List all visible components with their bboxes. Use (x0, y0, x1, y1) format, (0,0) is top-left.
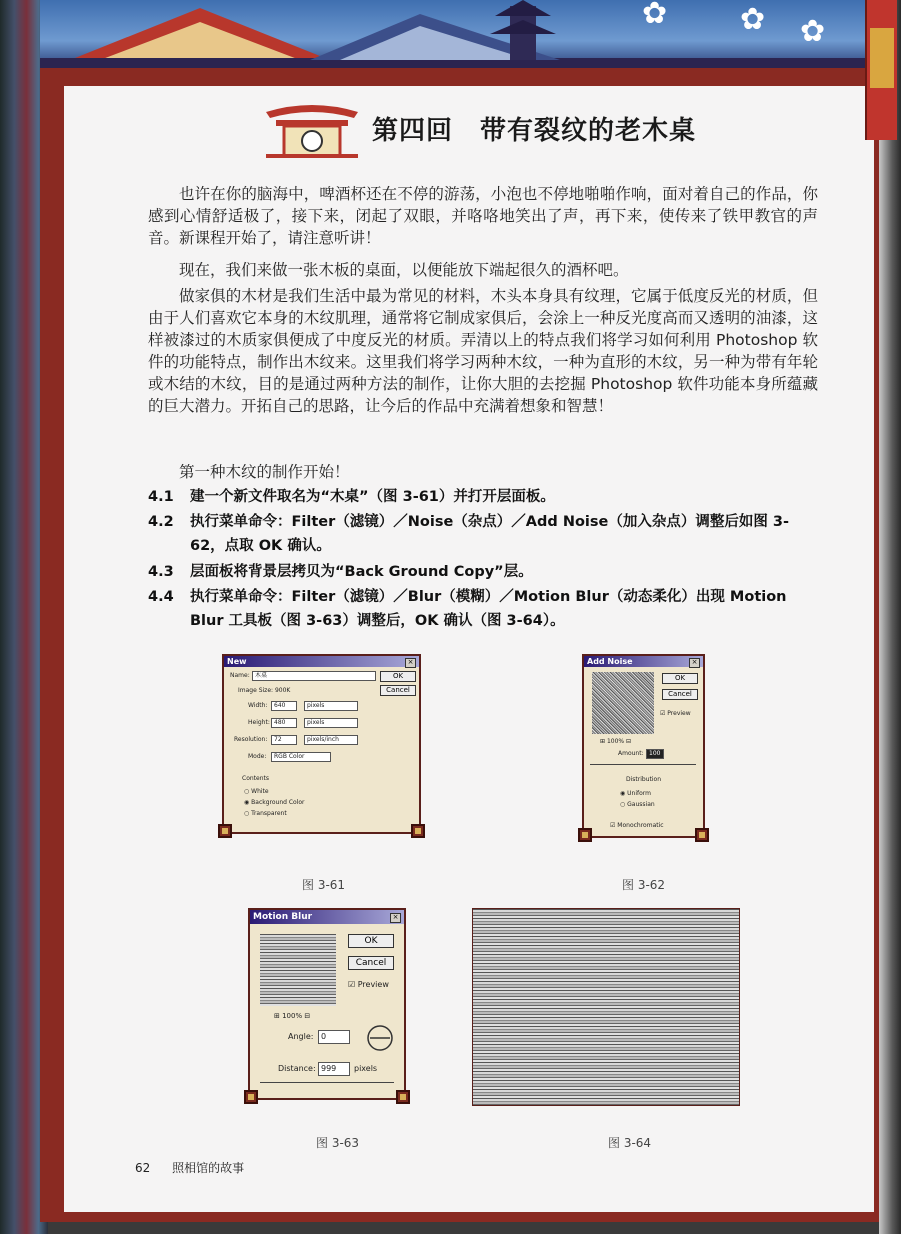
step-item (148, 485, 818, 509)
distance-label: Distance: (278, 1064, 316, 1073)
transparent-radio[interactable]: ○ Transparent (244, 810, 287, 817)
zoom-control[interactable]: ⊞ 100% ⊟ (600, 738, 632, 745)
step-text: 执行菜单命令：Filter（滤镜）／Blur（模糊）／Motion Blur（动态柔化）出现 Motion Blur 工具板（图 3-63）调整后，OK 确认（图 3-64）。 (190, 589, 787, 629)
resolution-field[interactable]: 72 (271, 735, 297, 745)
figure-caption: 图 3-62 (622, 878, 666, 892)
frame-corner-ornament (396, 1090, 410, 1104)
distance-unit-label: pixels (354, 1064, 378, 1073)
width-label: Width: (248, 702, 268, 709)
close-icon[interactable]: × (689, 658, 700, 668)
motion-blur-dialog (248, 908, 406, 1100)
step-text: 层面板将背景层拷贝为“Back Ground Copy”层。 (190, 564, 533, 580)
height-field[interactable]: 480 (271, 718, 297, 728)
step-item (148, 560, 818, 584)
noise-preview-image (592, 672, 654, 734)
paragraph: 做家俱的木材是我们生活中最为常见的材料，木头本身具有纹理，它属于低度反光的材质，但由于人们喜欢它本身的木纹肌理，通常将它制成家俱后，会涂上一种反光度高而又透明的油漆，这样被漆过的木质家俱便成了中度反光的材质。弄清以上的特点我们将学习如何利用 Photoshop 软件的功能特点，制作出木纹来。这里我们将学习两种木纹，一种为直形的木纹，另一种为带有年轮或木结的木纹，目的是通过两种方法的制作，让你大胆的去挖掘 Photoshop 软件功能本身所蕴藏的巨大潜力。开拓自己的思路，让今后的作品中充满着想象和智慧！ (148, 287, 818, 415)
step-text: 执行菜单命令：Filter（滤镜）／Noise（杂点）／Add Noise（加入杂点）调整后如图 3-62，点取 OK 确认。 (190, 514, 790, 554)
zoom-control[interactable]: ⊞ 100% ⊟ (274, 1012, 311, 1020)
step-number: 4.3 (148, 564, 174, 580)
chapter-heading (262, 98, 742, 164)
dialog-title: Motion Blur (250, 910, 404, 924)
distribution-label: Distribution (626, 776, 662, 783)
distance-field[interactable]: 999 (318, 1062, 350, 1076)
paragraph: 第一种木纹的制作开始！ (179, 463, 350, 481)
width-field[interactable]: 640 (271, 701, 297, 711)
height-label: Height: (248, 719, 270, 726)
figure-caption: 图 3-63 (316, 1136, 360, 1150)
image-size-label: Image Size: 900K (238, 687, 291, 694)
white-radio[interactable]: ○ White (244, 788, 269, 795)
figure-caption: 图 3-61 (302, 878, 346, 892)
torii-gate-icon (262, 98, 362, 160)
height-unit-select[interactable]: pixels (304, 718, 358, 728)
mode-label: Mode: (248, 753, 267, 760)
book-title: 照相馆的故事 (172, 1161, 245, 1175)
frame-corner-ornament (244, 1090, 258, 1104)
step-number: 4.4 (148, 589, 174, 605)
paragraph: 也许在你的脑海中，啤酒杯还在不停的游荡，小泡也不停地啪啪作响，面对着自己的作品，你感到心情舒适极了，接下来，闭起了双眼，并咯咯地笑出了声，再下来，使传来了铁甲教官的声音。新课程开始了，请注意听讲！ (148, 185, 818, 247)
page-footer (135, 1159, 262, 1176)
monochromatic-checkbox[interactable]: ☑ Monochromatic (610, 822, 664, 829)
page-background (64, 86, 874, 1212)
frame-corner-ornament (218, 824, 232, 838)
ok-button[interactable]: OK (380, 671, 416, 682)
amount-slider[interactable] (590, 764, 696, 765)
cherry-blossom-icon: ✿ (642, 0, 668, 31)
name-label: Name: (230, 672, 250, 679)
cancel-button[interactable]: Cancel (662, 689, 698, 700)
width-unit-select[interactable]: pixels (304, 701, 358, 711)
preview-checkbox[interactable]: ☑ Preview (660, 710, 691, 717)
background-color-radio[interactable]: ◉ Background Color (244, 799, 305, 806)
cancel-button[interactable]: Cancel (348, 956, 394, 970)
resolution-unit-select[interactable]: pixels/inch (304, 735, 358, 745)
frame-corner-ornament (695, 828, 709, 842)
add-noise-dialog (582, 654, 705, 838)
step-number: 4.1 (148, 489, 174, 505)
cherry-blossom-icon: ✿ (800, 14, 826, 49)
mode-select[interactable]: RGB Color (271, 752, 331, 762)
distance-slider[interactable] (260, 1082, 394, 1083)
dialog-title: New (224, 656, 419, 667)
contents-label: Contents (242, 775, 269, 782)
frame-corner-ornament (578, 828, 592, 842)
motion-blur-result-image (472, 908, 740, 1106)
close-icon[interactable]: × (390, 913, 401, 923)
blur-preview-image (260, 934, 336, 1006)
page-number: 62 (135, 1161, 151, 1175)
preview-checkbox[interactable]: ☑ Preview (348, 980, 389, 989)
page-title: 第四回 带有裂纹的老木桌 (372, 116, 697, 146)
step-item (148, 585, 818, 629)
chapter-side-tab (865, 0, 897, 140)
close-icon[interactable]: × (405, 658, 416, 668)
step-number: 4.2 (148, 514, 174, 530)
amount-field[interactable]: 100 (646, 749, 664, 759)
amount-label: Amount: (618, 750, 644, 757)
angle-label: Angle: (288, 1032, 314, 1041)
gaussian-radio[interactable]: ○ Gaussian (620, 801, 655, 808)
ok-button[interactable]: OK (348, 934, 394, 948)
resolution-label: Resolution: (234, 736, 268, 743)
frame-corner-ornament (411, 824, 425, 838)
step-item (148, 510, 818, 554)
cherry-blossom-icon: ✿ (740, 2, 766, 37)
header-banner (40, 0, 880, 68)
new-file-dialog (222, 654, 421, 834)
paragraph: 现在，我们来做一张木板的桌面，以便能放下端起很久的酒杯吧。 (179, 261, 629, 279)
name-field[interactable]: 木桌 (252, 671, 376, 681)
angle-field[interactable]: 0 (318, 1030, 350, 1044)
ok-button[interactable]: OK (662, 673, 698, 684)
dialog-title: Add Noise (584, 656, 703, 667)
figure-caption: 图 3-64 (608, 1136, 652, 1150)
cancel-button[interactable]: Cancel (380, 685, 416, 696)
step-text: 建一个新文件取名为“木桌”（图 3-61）并打开层面板。 (190, 489, 555, 505)
uniform-radio[interactable]: ◉ Uniform (620, 790, 652, 797)
page-curl-shadow (879, 0, 901, 1234)
angle-dial-icon[interactable] (366, 1024, 394, 1052)
